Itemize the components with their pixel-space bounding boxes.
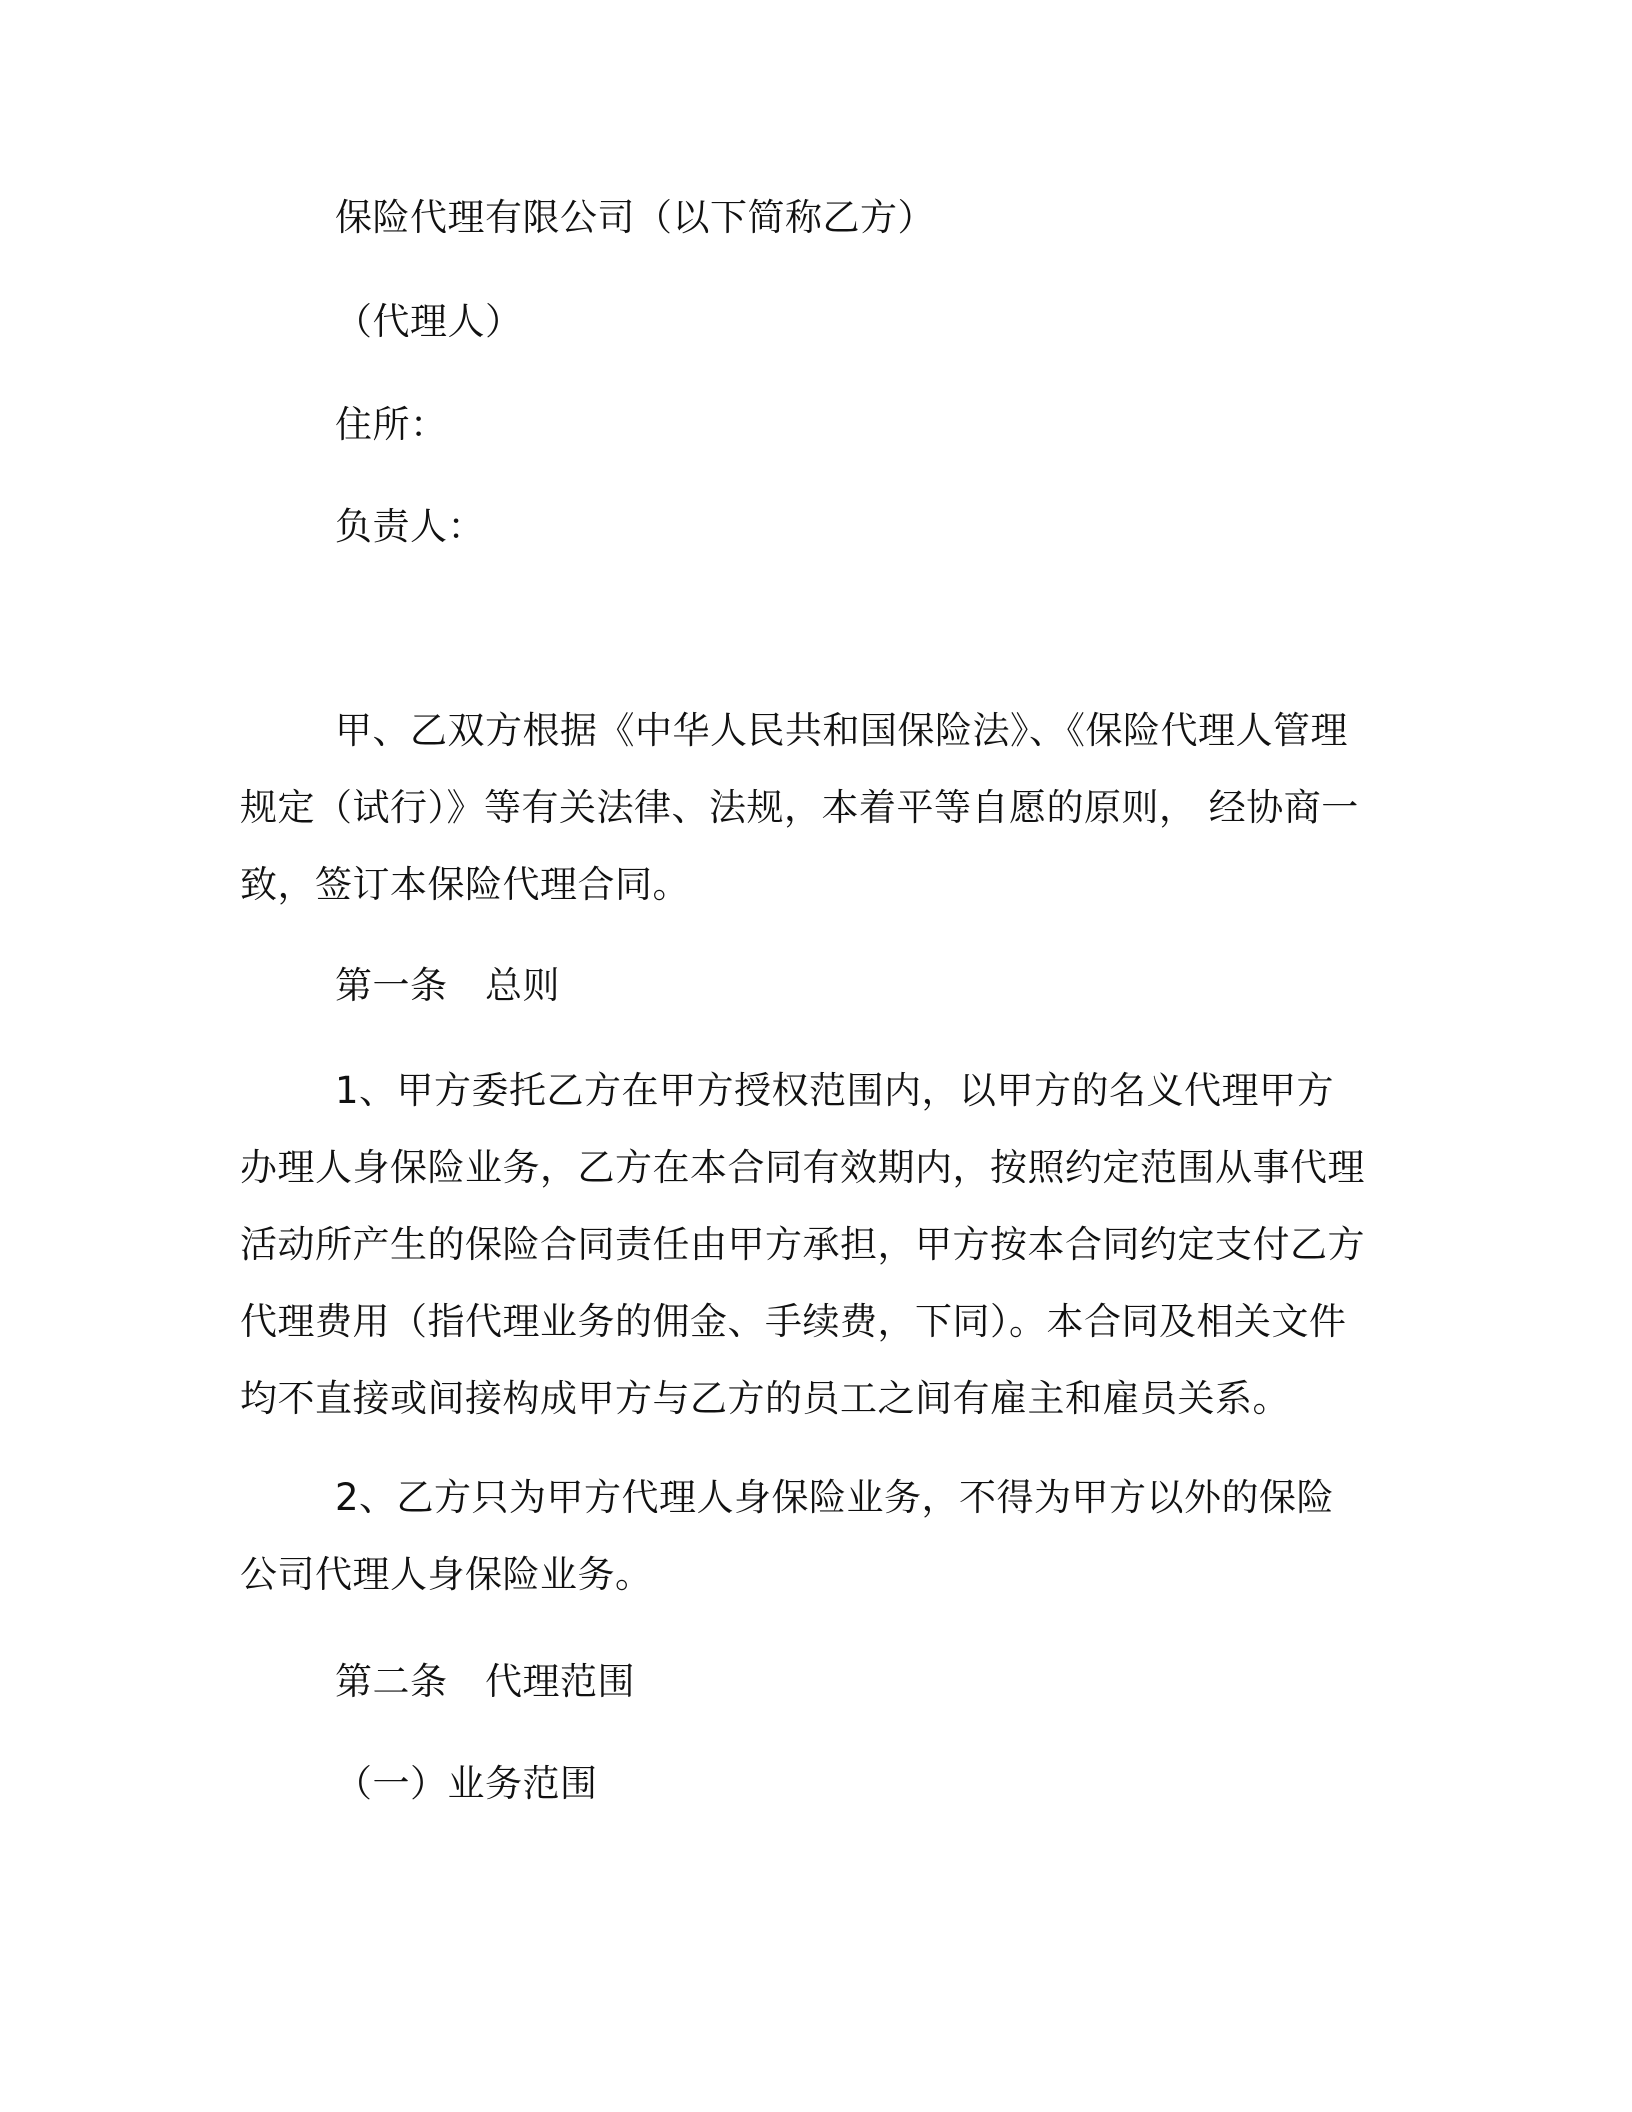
article-1-heading: 第一条 总则 bbox=[335, 964, 560, 1007]
agent-label: （代理人） bbox=[335, 300, 523, 343]
address-label: 住所： bbox=[335, 403, 448, 446]
party-b-line: 保险代理有限公司（以下简称乙方） bbox=[335, 196, 935, 239]
article-1-item-2: 2、乙方只为甲方代理人身保险业务，不得为甲方以外的保险公司代理人身保险业务。 bbox=[240, 1476, 1335, 1596]
business-scope-subheading: （一）业务范围 bbox=[335, 1762, 598, 1805]
article-1-item-1: 1、甲方委托乙方在甲方授权范围内，以甲方的名义代理甲方办理人身保险业务，乙方在本合同有效期内，按照约定范围从事代理活动所产生的保险合同责任由甲方承担，甲方按本合同约定支付乙方代理费用（指代理业务的佣金、手续费，下同）。本合同及相关文件均不直接或间接构成甲方与乙方的员工之间有雇主和雇员关系。 bbox=[240, 1069, 1365, 1420]
article-2-heading: 第二条 代理范围 bbox=[335, 1660, 635, 1703]
responsible-label: 负责人： bbox=[335, 505, 485, 548]
preamble-paragraph: 甲、乙双方根据《中华人民共和国保险法》、《保险代理人管理规定（试行）》等有关法律、法规，本着平等自愿的原则， 经协商一致，签订本保险代理合同。 bbox=[240, 709, 1359, 906]
